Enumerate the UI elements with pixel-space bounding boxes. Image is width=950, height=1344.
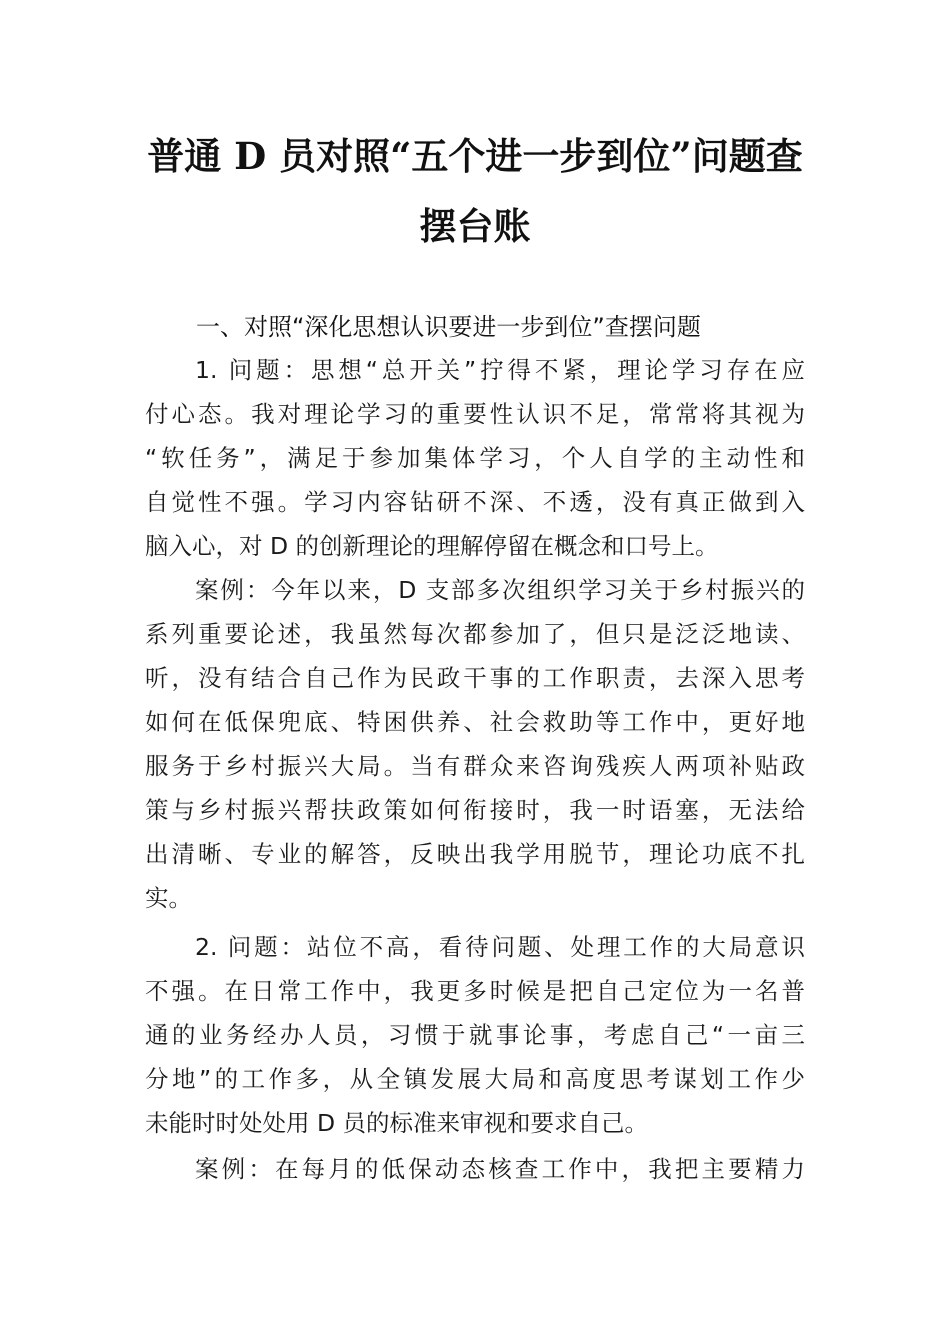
document-title-line-2: 摆台账	[419, 204, 531, 248]
body-text-line: 案例：今年以来，D 支部多次组织学习关于乡村振兴的	[195, 576, 805, 604]
body-text-line: 如何在低保兜底、特困供养、社会救助等工作中，更好地	[145, 708, 805, 736]
body-text-line: 未能时时处处用 D 员的标准来审视和要求自己。	[145, 1109, 649, 1137]
body-text-line: 2. 问题：站位不高，看待问题、处理工作的大局意识	[195, 933, 805, 961]
body-text-line: 实。	[145, 884, 192, 912]
body-text-line: 系列重要论述，我虽然每次都参加了，但只是泛泛地读、	[145, 620, 805, 648]
body-text-line: 通的业务经办人员，习惯于就事论事，考虑自己“一亩三	[145, 1021, 805, 1049]
body-text-line: “软任务”，满足于参加集体学习，个人自学的主动性和	[145, 444, 805, 472]
body-text-line: 付心态。我对理论学习的重要性认识不足，常常将其视为	[145, 400, 805, 428]
body-text-line: 脑入心，对 D 的创新理论的理解停留在概念和口号上。	[145, 532, 719, 560]
body-text-line: 听，没有结合自己作为民政干事的工作职责，去深入思考	[145, 664, 805, 692]
section-heading: 一、对照“深化思想认识要进一步到位”查摆问题	[196, 313, 701, 341]
body-text-line: 1. 问题：思想“总开关”拧得不紧，理论学习存在应	[195, 356, 805, 384]
document-title-line-1: 普通 D 员对照“五个进一步到位”问题查	[147, 134, 803, 178]
body-text-line: 不强。在日常工作中，我更多时候是把自己定位为一名普	[145, 977, 805, 1005]
body-text-line: 分地”的工作多，从全镇发展大局和高度思考谋划工作少	[145, 1065, 805, 1093]
body-text-line: 服务于乡村振兴大局。当有群众来咨询残疾人两项补贴政	[145, 752, 805, 780]
body-text-line: 策与乡村振兴帮扶政策如何衔接时，我一时语塞，无法给	[145, 796, 805, 824]
body-text-line: 出清晰、专业的解答，反映出我学用脱节，理论功底不扎	[145, 840, 805, 868]
body-text-line: 案例：在每月的低保动态核查工作中，我把主要精力	[195, 1155, 805, 1183]
body-text-line: 自觉性不强。学习内容钻研不深、不透，没有真正做到入	[145, 488, 805, 516]
